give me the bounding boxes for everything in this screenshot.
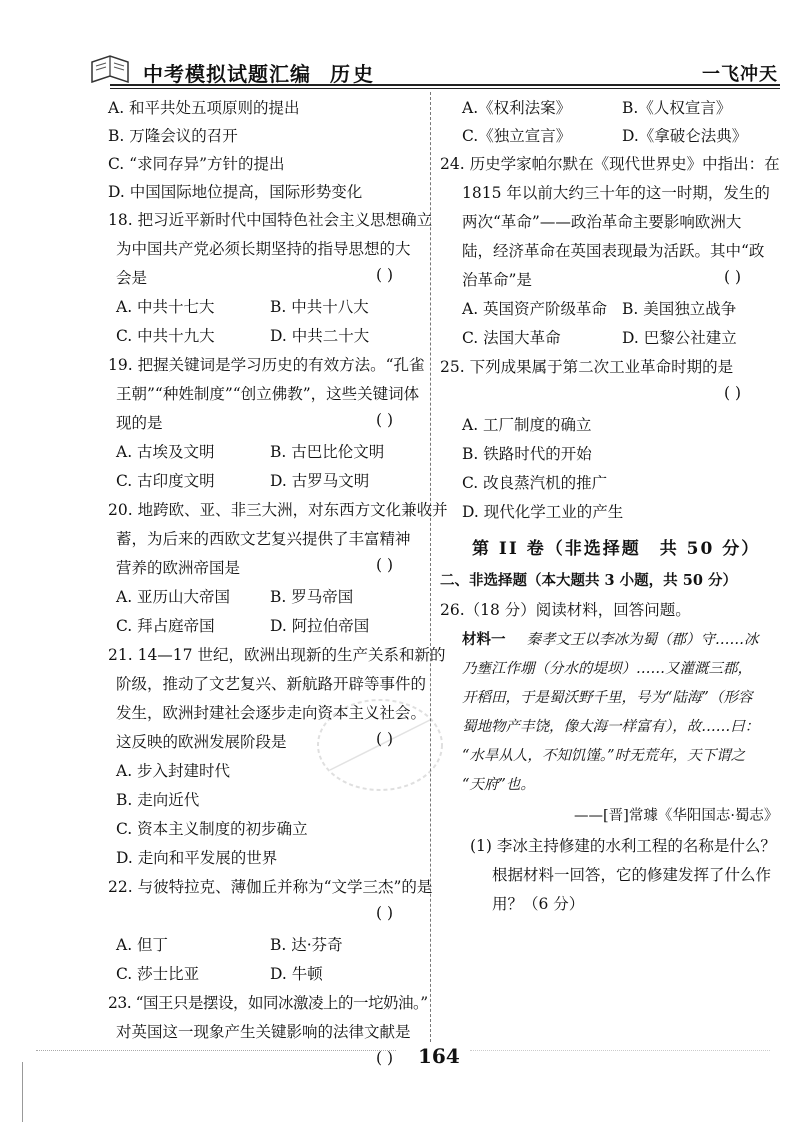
q25-option-d: D. 现代化学工业的产生 [462, 503, 624, 521]
q20-stem-line: 蓄，为后来的西欧文艺复兴提供了丰富精神 [116, 530, 411, 548]
page-number: 164 [418, 1044, 460, 1068]
q20-option-a: A. 亚历山大帝国 [116, 588, 231, 606]
q25-stem-line: 25. 下列成果属于第二次工业革命时期的是 [440, 358, 734, 376]
q24-option-a: A. 英国资产阶级革命 [462, 300, 608, 318]
q24-answer-blank[interactable]: ( ) [724, 268, 742, 286]
q21-stem-line: 这反映的欧洲发展阶段是 [116, 733, 287, 751]
q25-answer-blank[interactable]: ( ) [724, 384, 742, 402]
binding-edge [22, 1062, 23, 1122]
q19-option-d: D. 古罗马文明 [270, 472, 370, 490]
q20-stem-line: 营养的欧洲帝国是 [116, 559, 241, 577]
q23-option-c: C.《独立宣言》 [462, 127, 572, 145]
part-two-heading: 二、非选择题（本大题共 3 小题，共 50 分） [440, 572, 737, 589]
q24-stem-line: 1815 年以前大约三十年的这一时期，发生的 [462, 184, 770, 202]
q21-stem-line: 阶级，推动了文艺复兴、新航路开辟等事件的 [116, 675, 427, 693]
q25-option-b: B. 铁路时代的开始 [462, 445, 592, 463]
faint-stamp-watermark-icon [310, 690, 450, 800]
footer-dotted-line [470, 1050, 770, 1051]
q24-stem-line: 两次“革命”——政治革命主要影响欧洲大 [462, 213, 742, 231]
q20-stem-line: 20. 地跨欧、亚、非三大洲，对东西方文化兼收并 [108, 501, 448, 519]
q17-option-d: D. 中国国际地位提高，国际形势变化 [108, 183, 363, 201]
q19-stem-line: 19. 把握关键词是学习历史的有效方法。“孔雀 [108, 356, 425, 374]
q19-option-c: C. 古印度文明 [116, 472, 215, 490]
q22-stem-line: 22. 与彼特拉克、薄伽丘并称为“文学三杰”的是 [108, 878, 433, 896]
q18-stem-line: 18. 把习近平新时代中国特色社会主义思想确立 [108, 211, 433, 229]
material-one-label: 材料一 [462, 631, 506, 648]
header-rule [110, 84, 780, 86]
q21-stem-line: 21. 14—17 世纪，欧洲出现新的生产关系和新的 [108, 646, 446, 664]
material-line: 乃壅江作堋（分水的堤坝）……又灌溉三郡， [462, 661, 752, 677]
brand-name: 一飞冲天 [702, 64, 778, 85]
q24-stem-line: 陆，经济革命在英国表现最为活跃。其中“政 [462, 242, 765, 260]
q26-1-line: 根据材料一回答，它的修建发挥了什么作 [492, 866, 772, 884]
q19-answer-blank[interactable]: ( ) [376, 411, 394, 429]
section-ii-title: 第 II 卷（非选择题 共 50 分） [472, 539, 761, 559]
q20-option-c: C. 拜占庭帝国 [116, 617, 215, 635]
q26-1-line: (1) 李冰主持修建的水利工程的名称是什么？ [470, 837, 776, 855]
subject-title: 历史 [330, 62, 376, 86]
book-logo-icon [90, 52, 130, 86]
q20-option-b: B. 罗马帝国 [270, 588, 354, 606]
q17-option-c: C. “求同存异”方针的提出 [108, 155, 285, 173]
q18-answer-blank[interactable]: ( ) [376, 266, 394, 284]
q22-option-d: D. 牛顿 [270, 965, 323, 983]
q23-option-b: B.《人权宣言》 [622, 99, 732, 117]
material-line: 蜀地物产丰饶，像大海一样富有），故……曰： [462, 719, 760, 735]
q20-option-d: D. 阿拉伯帝国 [270, 617, 370, 635]
q26-intro: 26.（18 分）阅读材料，回答问题。 [440, 601, 691, 619]
q24-stem-line: 24. 历史学家帕尔默在《现代世界史》中指出：在 [440, 155, 780, 173]
q22-option-b: B. 达·芬奇 [270, 936, 343, 954]
q18-option-b: B. 中共十八大 [270, 298, 369, 316]
q24-stem-line: 治革命”是 [462, 271, 532, 289]
q25-option-a: A. 工厂制度的确立 [462, 416, 592, 434]
q17-option-a: A. 和平共处五项原则的提出 [108, 99, 300, 117]
q19-stem-line: 王朝”“种姓制度”“创立佛教”，这些关键词体 [116, 385, 420, 403]
q18-option-c: C. 中共十九大 [116, 327, 215, 345]
q24-option-b: B. 美国独立战争 [622, 300, 737, 318]
material-line: “天府”也。 [462, 777, 535, 793]
footer-dotted-line [36, 1050, 396, 1051]
q19-option-a: A. 古埃及文明 [116, 443, 215, 461]
q24-option-c: C. 法国大革命 [462, 329, 561, 347]
header-rule-thin [110, 88, 780, 89]
q23-option-a: A.《权利法案》 [462, 99, 572, 117]
q21-option-a: A. 步入封建时代 [116, 762, 231, 780]
q21-option-d: D. 走向和平发展的世界 [116, 849, 278, 867]
material-line: “水旱从人，不知饥馑。”时无荒年，天下谓之 [462, 748, 746, 764]
q19-option-b: B. 古巴比伦文明 [270, 443, 385, 461]
q19-stem-line: 现的是 [116, 414, 163, 432]
material-line: 秦孝文王以李冰为蜀（郡）守……冰 [512, 632, 759, 648]
series-title: 中考模拟试题汇编 [143, 62, 311, 86]
q23-answer-blank[interactable]: ( ) [376, 1049, 394, 1067]
q26-1-line: 用？（6 分） [492, 895, 585, 913]
column-divider [430, 92, 431, 1042]
page-header [0, 0, 800, 100]
q23-stem-line: 对英国这一现象产生关键影响的法律文献是 [116, 1023, 411, 1041]
q21-option-b: B. 走向近代 [116, 791, 200, 809]
q18-option-a: A. 中共十七大 [116, 298, 215, 316]
q25-option-c: C. 改良蒸汽机的推广 [462, 474, 608, 492]
q22-option-c: C. 莎士比亚 [116, 965, 200, 983]
q22-option-a: A. 但丁 [116, 936, 169, 954]
q23-stem-line: 23. “国王只是摆设，如同冰激凌上的一坨奶油。” [108, 994, 428, 1012]
q20-answer-blank[interactable]: ( ) [376, 556, 394, 574]
q21-answer-blank[interactable]: ( ) [376, 730, 394, 748]
q23-option-d: D.《拿破仑法典》 [622, 127, 748, 145]
material-source: ——[晋]常璩《华阳国志·蜀志》 [574, 808, 779, 824]
q21-option-c: C. 资本主义制度的初步确立 [116, 820, 308, 838]
q18-option-d: D. 中共二十大 [270, 327, 370, 345]
q24-option-d: D. 巴黎公社建立 [622, 329, 737, 347]
material-line: 开稻田，于是蜀沃野千里，号为“陆海”（形容 [462, 690, 753, 706]
q17-option-b: B. 万隆会议的召开 [108, 127, 238, 145]
q21-stem-line: 发生，欧洲封建社会逐步走向资本主义社会。 [116, 704, 427, 722]
q22-answer-blank[interactable]: ( ) [376, 904, 394, 922]
q18-stem-line: 为中国共产党必须长期坚持的指导思想的大 [116, 240, 411, 258]
q18-stem-line: 会是 [116, 269, 148, 287]
